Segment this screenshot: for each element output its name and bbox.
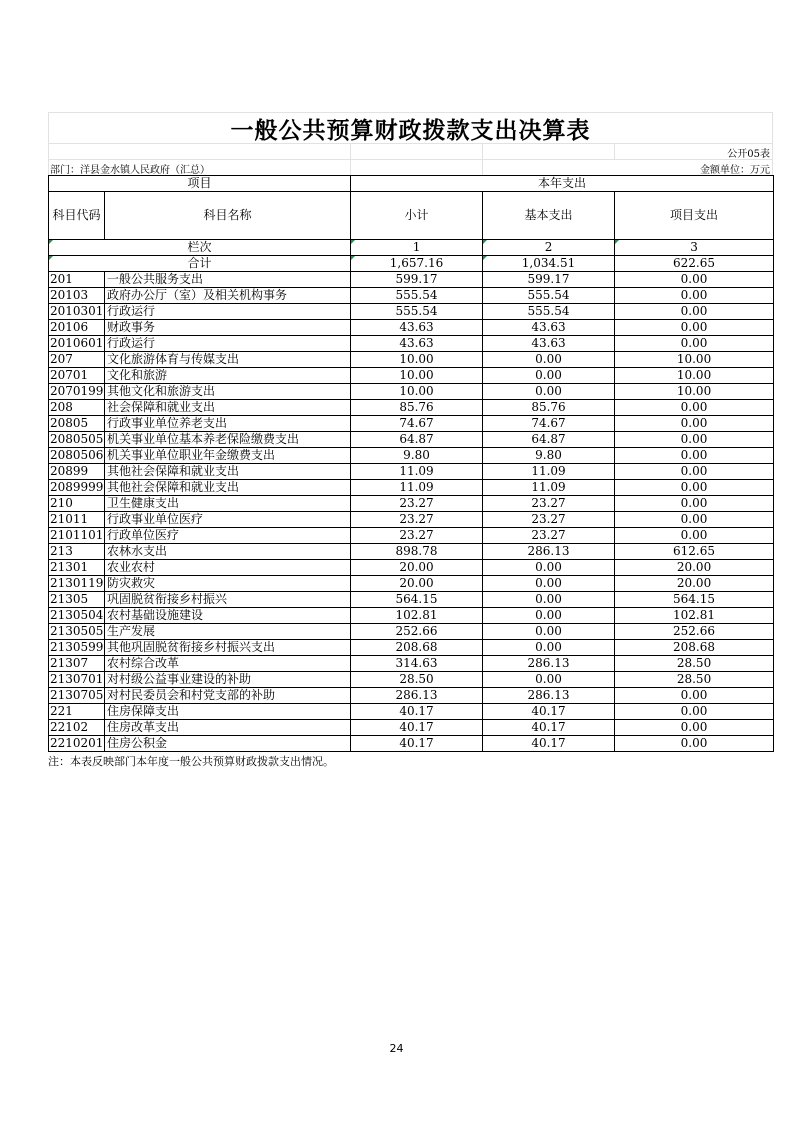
row-name: 其他社会保障和就业支出 — [105, 480, 351, 496]
row-code: 20106 — [49, 320, 105, 336]
header-current-year: 本年支出 — [351, 176, 774, 192]
title-row — [48, 112, 773, 143]
row-project: 0.00 — [615, 704, 774, 720]
row-basic: 74.67 — [483, 416, 615, 432]
row-subtotal: 11.09 — [351, 480, 483, 496]
row-code: 213 — [49, 544, 105, 560]
row-basic: 85.76 — [483, 400, 615, 416]
row-name: 财政事务 — [105, 320, 351, 336]
table-row — [49, 672, 774, 688]
row-name: 防灾救灾 — [105, 576, 351, 592]
table-row — [49, 704, 774, 720]
row-project: 10.00 — [615, 352, 774, 368]
row-project: 20.00 — [615, 560, 774, 576]
row-subtotal: 28.50 — [351, 672, 483, 688]
row-project: 612.65 — [615, 544, 774, 560]
row-code: 2130119 — [50, 576, 104, 590]
table-row — [49, 448, 774, 464]
row-basic: 286.13 — [483, 688, 615, 704]
table-row — [49, 496, 774, 512]
row-basic: 40.17 — [483, 720, 615, 736]
budget-sheet — [48, 112, 773, 769]
row-basic: 11.09 — [483, 480, 615, 496]
row-subtotal: 40.17 — [351, 720, 483, 736]
row-subtotal: 43.63 — [351, 336, 483, 352]
table-row — [49, 432, 774, 448]
row-code: 2080505 — [50, 432, 104, 446]
unit-label: 金额单位：万元 — [700, 165, 770, 176]
row-basic: 555.54 — [483, 288, 615, 304]
row-code: 207 — [49, 352, 105, 368]
row-subtotal: 286.13 — [351, 688, 483, 704]
row-code: 2130599 — [50, 640, 104, 654]
row-name: 文化和旅游 — [105, 368, 351, 384]
table-row — [49, 288, 774, 304]
row-code: 21307 — [49, 656, 105, 672]
row-project: 0.00 — [615, 304, 774, 320]
table-row — [49, 656, 774, 672]
row-basic: 286.13 — [483, 544, 615, 560]
table-row — [49, 592, 774, 608]
row-basic: 64.87 — [483, 432, 615, 448]
row-name: 文化旅游体育与传媒支出 — [105, 352, 351, 368]
row-project: 0.00 — [615, 400, 774, 416]
row-code: 2070199 — [50, 384, 104, 398]
row-name: 农业农村 — [105, 560, 351, 576]
row-name: 行政运行 — [105, 304, 351, 320]
row-name: 生产发展 — [105, 624, 351, 640]
total-basic: 1,034.51 — [483, 256, 615, 272]
row-subtotal: 43.63 — [351, 320, 483, 336]
row-name: 其他巩固脱贫衔接乡村振兴支出 — [105, 640, 351, 656]
row-project: 0.00 — [615, 720, 774, 736]
row-subtotal: 23.27 — [351, 496, 483, 512]
table-row — [49, 384, 774, 400]
column-index-3: 3 — [615, 240, 774, 256]
row-basic: 0.00 — [483, 352, 615, 368]
column-index-2: 2 — [483, 240, 615, 256]
row-subtotal: 208.68 — [351, 640, 483, 656]
row-subtotal: 252.66 — [351, 624, 483, 640]
row-name: 其他社会保障和就业支出 — [105, 464, 351, 480]
header-basic: 基本支出 — [483, 192, 615, 240]
row-name: 行政运行 — [105, 336, 351, 352]
total-project: 622.65 — [615, 256, 774, 272]
row-code: 20701 — [49, 368, 105, 384]
row-name: 行政单位医疗 — [105, 528, 351, 544]
row-name: 机关事业单位基本养老保险缴费支出 — [105, 432, 351, 448]
row-code: 21301 — [49, 560, 105, 576]
row-basic: 43.63 — [483, 336, 615, 352]
row-name: 住房保障支出 — [105, 704, 351, 720]
row-subtotal: 23.27 — [351, 512, 483, 528]
row-subtotal: 40.17 — [351, 736, 483, 752]
row-project: 28.50 — [615, 656, 774, 672]
row-subtotal: 40.17 — [351, 704, 483, 720]
row-basic: 286.13 — [483, 656, 615, 672]
page-number: 24 — [389, 1042, 404, 1055]
row-subtotal: 102.81 — [351, 608, 483, 624]
row-project: 28.50 — [615, 672, 774, 688]
row-subtotal: 9.80 — [351, 448, 483, 464]
department-row — [48, 159, 773, 175]
row-basic: 0.00 — [483, 672, 615, 688]
row-name: 政府办公厅（室）及相关机构事务 — [105, 288, 351, 304]
row-basic: 0.00 — [483, 384, 615, 400]
row-basic: 0.00 — [483, 560, 615, 576]
header-subtotal: 小计 — [351, 192, 483, 240]
form-code: 公开05表 — [727, 149, 770, 160]
table-row — [49, 352, 774, 368]
row-basic: 0.00 — [483, 640, 615, 656]
row-subtotal: 555.54 — [351, 304, 483, 320]
row-code: 210 — [49, 496, 105, 512]
row-subtotal: 599.17 — [351, 272, 483, 288]
header-project-exp: 项目支出 — [615, 192, 774, 240]
row-code: 208 — [49, 400, 105, 416]
total-row — [49, 256, 774, 272]
column-index-label: 栏次 — [49, 240, 351, 256]
row-subtotal: 10.00 — [351, 368, 483, 384]
row-basic: 40.17 — [483, 736, 615, 752]
grid-line — [482, 160, 483, 175]
table-row — [49, 416, 774, 432]
header-row-1 — [49, 176, 774, 192]
row-project: 0.00 — [615, 416, 774, 432]
row-project: 102.81 — [615, 608, 774, 624]
row-basic: 9.80 — [483, 448, 615, 464]
row-subtotal: 555.54 — [351, 288, 483, 304]
row-name: 机关事业单位职业年金缴费支出 — [105, 448, 351, 464]
row-subtotal: 85.76 — [351, 400, 483, 416]
table-row — [49, 368, 774, 384]
table-row — [49, 480, 774, 496]
row-name: 行政事业单位养老支出 — [105, 416, 351, 432]
expenditure-table — [48, 175, 774, 752]
row-name: 其他文化和旅游支出 — [105, 384, 351, 400]
table-row — [49, 624, 774, 640]
row-code: 2130701 — [50, 672, 104, 686]
table-row — [49, 464, 774, 480]
row-basic: 555.54 — [483, 304, 615, 320]
table-row — [49, 320, 774, 336]
total-label: 合计 — [49, 256, 351, 272]
grid-line — [350, 160, 351, 175]
row-code: 221 — [49, 704, 105, 720]
row-name: 巩固脱贫衔接乡村振兴 — [105, 592, 351, 608]
row-project: 0.00 — [615, 512, 774, 528]
row-subtotal: 20.00 — [351, 576, 483, 592]
row-project: 0.00 — [615, 496, 774, 512]
row-subtotal: 10.00 — [351, 384, 483, 400]
table-row — [49, 720, 774, 736]
row-name: 农村基础设施建设 — [105, 608, 351, 624]
row-code: 20899 — [49, 464, 105, 480]
row-basic: 0.00 — [483, 576, 615, 592]
table-note: 注：本表反映部门本年度一般公共预算财政拨款支出情况。 — [48, 755, 334, 768]
form-code-row — [48, 143, 773, 159]
row-code: 20805 — [49, 416, 105, 432]
department-label: 部门：洋县金水镇人民政府（汇总） — [50, 165, 210, 176]
header-subject-code: 科目代码 — [49, 192, 105, 240]
row-basic: 0.00 — [483, 624, 615, 640]
row-code: 2210201 — [50, 736, 104, 750]
row-basic: 43.63 — [483, 320, 615, 336]
table-row — [49, 528, 774, 544]
row-name: 农林水支出 — [105, 544, 351, 560]
row-project: 0.00 — [615, 464, 774, 480]
table-row — [49, 336, 774, 352]
row-subtotal: 564.15 — [351, 592, 483, 608]
row-code: 21305 — [49, 592, 105, 608]
table-row — [49, 400, 774, 416]
row-name: 住房公积金 — [105, 736, 351, 752]
table-row — [49, 272, 774, 288]
column-index-row — [49, 240, 774, 256]
row-subtotal: 898.78 — [351, 544, 483, 560]
row-name: 卫生健康支出 — [105, 496, 351, 512]
header-project: 项目 — [49, 176, 351, 192]
row-project: 0.00 — [615, 288, 774, 304]
row-name: 一般公共服务支出 — [105, 272, 351, 288]
row-project: 0.00 — [615, 736, 774, 752]
table-row — [49, 544, 774, 560]
row-code: 21011 — [49, 512, 105, 528]
row-project: 0.00 — [615, 432, 774, 448]
row-project: 0.00 — [615, 272, 774, 288]
row-project: 564.15 — [615, 592, 774, 608]
table-row — [49, 608, 774, 624]
row-basic: 40.17 — [483, 704, 615, 720]
row-name: 住房改革支出 — [105, 720, 351, 736]
header-subject-name: 科目名称 — [105, 192, 351, 240]
row-subtotal: 20.00 — [351, 560, 483, 576]
row-code: 2010601 — [50, 336, 104, 350]
row-subtotal: 11.09 — [351, 464, 483, 480]
row-code: 2089999 — [50, 480, 104, 494]
row-name: 社会保障和就业支出 — [105, 400, 351, 416]
table-row — [49, 512, 774, 528]
row-code: 2010301 — [50, 304, 104, 318]
grid-line — [350, 144, 351, 159]
row-subtotal: 10.00 — [351, 352, 483, 368]
column-index-1: 1 — [351, 240, 483, 256]
row-code: 201 — [49, 272, 105, 288]
row-subtotal: 74.67 — [351, 416, 483, 432]
row-basic: 599.17 — [483, 272, 615, 288]
row-project: 208.68 — [615, 640, 774, 656]
row-basic: 0.00 — [483, 592, 615, 608]
row-code: 22102 — [49, 720, 105, 736]
row-name: 对村级公益事业建设的补助 — [105, 672, 351, 688]
table-row — [49, 560, 774, 576]
row-subtotal: 23.27 — [351, 528, 483, 544]
row-basic: 23.27 — [483, 496, 615, 512]
row-project: 0.00 — [615, 480, 774, 496]
row-basic: 23.27 — [483, 528, 615, 544]
grid-line — [614, 144, 615, 159]
row-basic: 23.27 — [483, 512, 615, 528]
table-row — [49, 576, 774, 592]
row-project: 10.00 — [615, 368, 774, 384]
table-row — [49, 640, 774, 656]
row-project: 0.00 — [615, 336, 774, 352]
row-code: 2130505 — [50, 624, 104, 638]
row-project: 0.00 — [615, 528, 774, 544]
page-title: 一般公共预算财政拨款支出决算表 — [230, 117, 591, 144]
row-name: 行政事业单位医疗 — [105, 512, 351, 528]
row-code: 20103 — [49, 288, 105, 304]
row-code: 2101101 — [50, 528, 104, 542]
row-name: 对村民委员会和村党支部的补助 — [105, 688, 351, 704]
table-row — [49, 736, 774, 752]
row-basic: 0.00 — [483, 368, 615, 384]
row-subtotal: 314.63 — [351, 656, 483, 672]
row-project: 0.00 — [615, 688, 774, 704]
row-project: 0.00 — [615, 320, 774, 336]
row-subtotal: 64.87 — [351, 432, 483, 448]
row-project: 252.66 — [615, 624, 774, 640]
total-subtotal: 1,657.16 — [351, 256, 483, 272]
header-row-2 — [49, 192, 774, 240]
grid-line — [482, 144, 483, 159]
row-basic: 11.09 — [483, 464, 615, 480]
row-project: 0.00 — [615, 448, 774, 464]
row-project: 10.00 — [615, 384, 774, 400]
row-code: 2080506 — [50, 448, 104, 462]
row-basic: 0.00 — [483, 608, 615, 624]
row-code: 2130705 — [50, 688, 104, 702]
row-name: 农村综合改革 — [105, 656, 351, 672]
table-row — [49, 688, 774, 704]
row-project: 20.00 — [615, 576, 774, 592]
table-row — [49, 304, 774, 320]
row-code: 2130504 — [50, 608, 104, 622]
